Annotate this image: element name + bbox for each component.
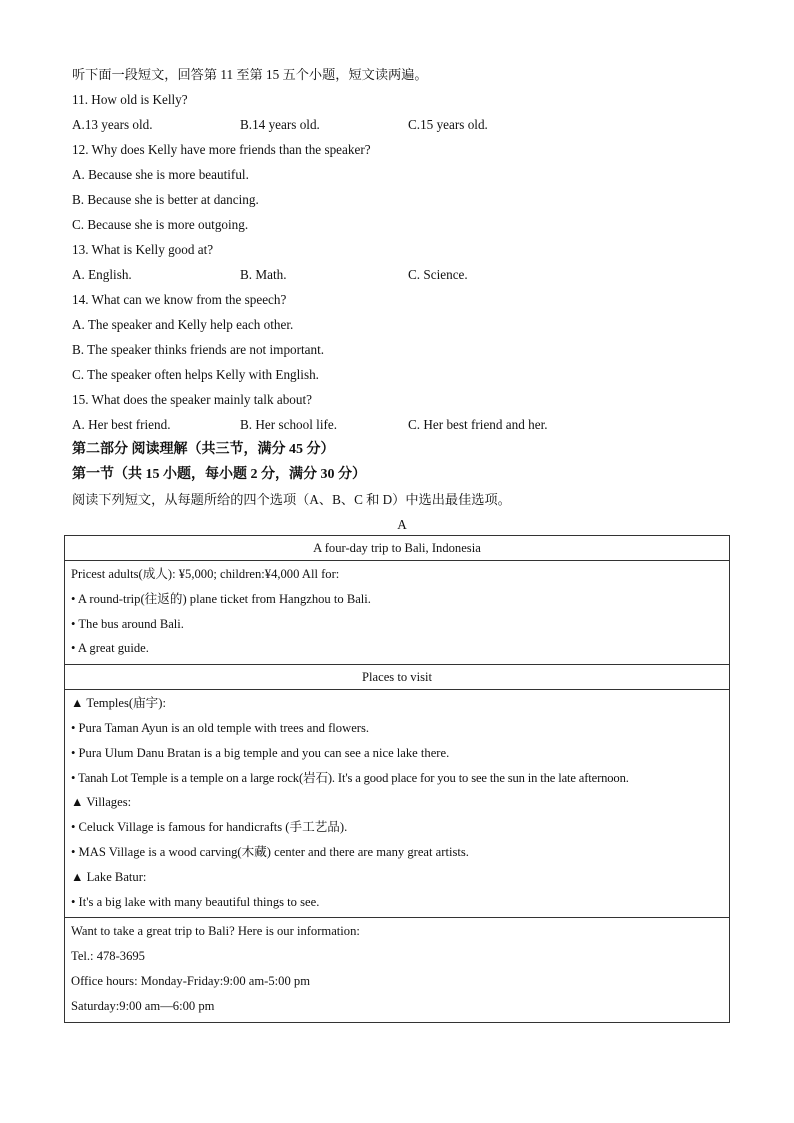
contact-phone: Tel.: 478-3695 [71,949,145,964]
contact-intro: Want to take a great trip to Bali? Here is our information: [71,924,360,939]
place-item: • Celuck Village is famous for handicrafts (手工艺品). [71,820,348,835]
option-c: C. Her best friend and her. [408,417,548,432]
question-13: 13. What is Kelly good at? [72,242,214,257]
option-a: A. Her best friend. [72,417,171,432]
price-line: Pricest adults(成人): ¥5,000; children:¥4,000 All for: [71,567,340,581]
places-header: Places to visit [65,665,730,690]
option-a: A.13 years old. [72,117,153,132]
place-category-temples: ▲ Temples(庙宇): [71,696,166,711]
option-a: A. Because she is more beautiful. [72,167,249,182]
place-item: • Tanah Lot Temple is a temple on a large rock(岩石). It's a good place for you to see the sun in the late afternoon. [71,770,629,785]
office-hours-weekday: Office hours: Monday-Friday:9:00 am-5:00 pm [71,973,311,988]
price-cell [65,561,730,665]
question-11: 11. How old is Kelly? [72,92,188,107]
office-hours-saturday: Saturday:9:00 am—6:00 pm [71,998,215,1013]
reading-instruction: 阅读下列短文，从每题所给的四个选项（A、B、C 和 D）中选出最佳选项。 [72,492,511,507]
place-item: • It's a big lake with many beautiful things to see. [71,894,320,909]
question-15: 15. What does the speaker mainly talk about? [72,392,312,407]
option-c: C.15 years old. [408,117,488,132]
option-c: C. Science. [408,267,468,282]
price-item: • The bus around Bali. [71,616,184,631]
question-12: 12. Why does Kelly have more friends than the speaker? [72,142,371,157]
ad-title: A four-day trip to Bali, Indonesia [65,536,730,561]
option-b: B. Because she is better at dancing. [72,192,259,207]
places-cell [65,690,730,918]
question-14: 14. What can we know from the speech? [72,292,287,307]
place-category-lake: ▲ Lake Batur: [71,869,147,884]
bali-trip-ad-table [64,535,730,1023]
question-11-options [72,112,732,137]
question-13-options [72,262,732,287]
reading-section-title: 第一节（共 15 小题，每小题 2 分，满分 30 分） [72,467,366,482]
option-c: C. The speaker often helps Kelly with English. [72,367,319,382]
place-category-villages: ▲ Villages: [71,795,132,810]
listening-instruction: 听下面一段短文，回答第 11 至第 15 五个小题，短文读两遍。 [72,67,428,82]
passage-label: A [397,517,407,532]
option-b: B. Math. [240,267,287,282]
place-item: • Pura Taman Ayun is an old temple with trees and flowers. [71,720,370,735]
contact-cell [65,918,730,1022]
price-item: • A great guide. [71,641,149,656]
question-15-options [72,412,732,437]
option-b: B. Her school life. [240,417,338,432]
option-a: A. English. [72,267,132,282]
option-a: A. The speaker and Kelly help each other. [72,317,294,332]
place-item: • Pura Ulum Danu Bratan is a big temple and you can see a nice lake there. [71,745,450,760]
reading-part-title: 第二部分 阅读理解（共三节，满分 45 分） [72,442,335,457]
price-item: • A round-trip(往返的) plane ticket from Hangzhou to Bali. [71,591,371,606]
option-c: C. Because she is more outgoing. [72,217,249,232]
option-b: B. The speaker thinks friends are not important. [72,342,325,357]
option-b: B.14 years old. [240,117,320,132]
exam-page [72,62,732,537]
place-item: • MAS Village is a wood carving(木藏) center and there are many great artists. [71,844,469,859]
